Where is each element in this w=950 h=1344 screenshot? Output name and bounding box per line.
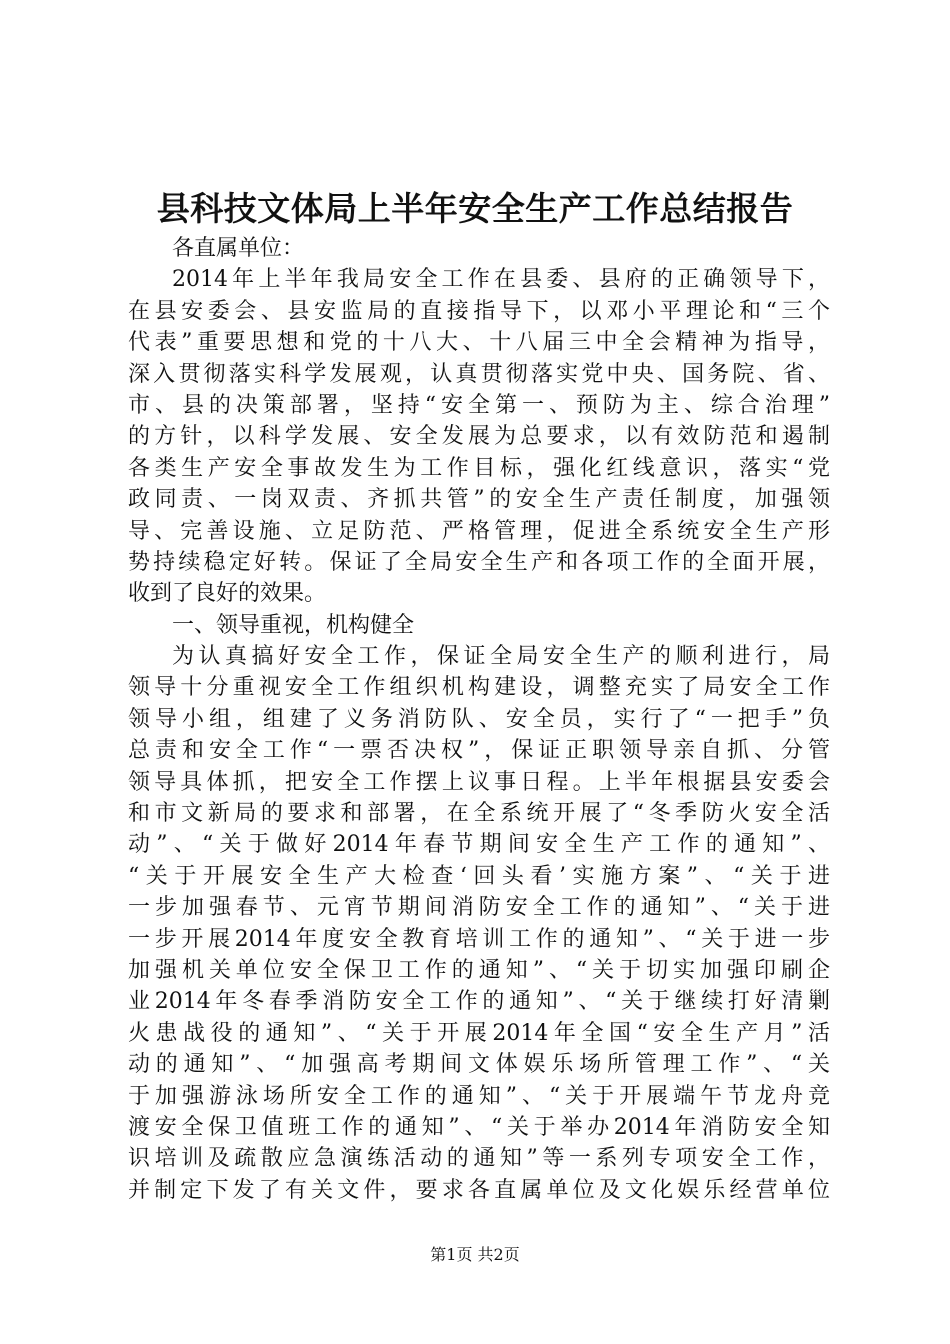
paragraph-line: 并制定下发了有关文件，要求各直属单位及文化娱乐经营单位 (128, 1177, 830, 1203)
paragraph-line: 深入贯彻落实科学发展观，认真贯彻落实党中央、国务院、省、 (128, 361, 830, 387)
paragraph-line: 火患战役的通知”、“关于开展2014年全国“安全生产月”活 (128, 1020, 830, 1046)
document-title: 县科技文体局上半年安全生产工作总结报告 (156, 189, 794, 228)
paragraph-line: 领导小组，组建了义务消防队、安全员，实行了“一把手”负 (128, 706, 830, 732)
paragraph-line: 的方针，以科学发展、安全发展为总要求，以有效防范和遏制 (128, 424, 830, 450)
paragraph-line: 代表”重要思想和党的十八大、十八届三中全会精神为指导， (128, 330, 830, 356)
paragraph-line: 渡安全保卫值班工作的通知”、“关于举办2014年消防安全知 (128, 1114, 830, 1140)
paragraph-line: 导、完善设施、立足防范、严格管理，促进全系统安全生产形 (128, 518, 830, 544)
paragraph-line: 总责和安全工作“一票否决权”，保证正职领导亲自抓、分管 (128, 738, 830, 764)
paragraph-line: 一步加强春节、元宵节期间消防安全工作的通知”、“关于进 (128, 895, 830, 921)
paragraph-line: 政同责、一岗双责、齐抓共管”的安全生产责任制度，加强领 (128, 487, 830, 513)
paragraph-line: 收到了良好的效果。 (128, 581, 327, 607)
paragraph-line: 领导具体抓，把安全工作摆上议事日程。上半年根据县安委会 (128, 769, 830, 795)
paragraph-line: 领导十分重视安全工作组织机构建设，调整充实了局安全工作 (128, 675, 830, 701)
paragraph-line: 和市文新局的要求和部署，在全系统开展了“冬季防火安全活 (128, 801, 830, 827)
paragraph-line: 业2014年冬春季消防安全工作的通知”、“关于继续打好清剿 (128, 989, 830, 1015)
paragraph-line: “关于开展安全生产大检查‘回头看’实施方案”、“关于进 (128, 863, 830, 889)
paragraph-line: 动”、“关于做好2014年春节期间安全生产工作的通知”、 (128, 832, 830, 858)
paragraph-line: 各类生产安全事故发生为工作目标，强化红线意识，落实“党 (128, 455, 830, 481)
paragraph-line: 2014年上半年我局安全工作在县委、县府的正确领导下， (172, 267, 830, 293)
paragraph-line: 在县安委会、县安监局的直接指导下，以邓小平理论和“三个 (128, 298, 830, 324)
document-body (128, 233, 830, 1206)
paragraph-line: 为认真搞好安全工作，保证全局安全生产的顺利进行，局 (172, 644, 830, 670)
paragraph-line: 于加强游泳场所安全工作的通知”、“关于开展端午节龙舟竞 (128, 1083, 830, 1109)
paragraph-line: 市、县的决策部署，坚持“安全第一、预防为主、综合治理” (128, 392, 830, 418)
salutation: 各直属单位： (172, 236, 305, 261)
page-footer: 第1页 共2页 (430, 1245, 520, 1264)
paragraph-line: 加强机关单位安全保卫工作的通知”、“关于切实加强印刷企 (128, 957, 830, 983)
paragraph-line: 识培训及疏散应急演练活动的通知”等一系列专项安全工作， (128, 1146, 830, 1172)
section-heading: 一、领导重视，机构健全 (172, 612, 415, 638)
paragraph-line: 势持续稳定好转。保证了全局安全生产和各项工作的全面开展， (128, 549, 830, 575)
paragraph-line: 一步开展2014年度安全教育培训工作的通知”、“关于进一步 (128, 926, 830, 952)
paragraph-line: 动的通知”、“加强高考期间文体娱乐场所管理工作”、“关 (128, 1052, 830, 1078)
